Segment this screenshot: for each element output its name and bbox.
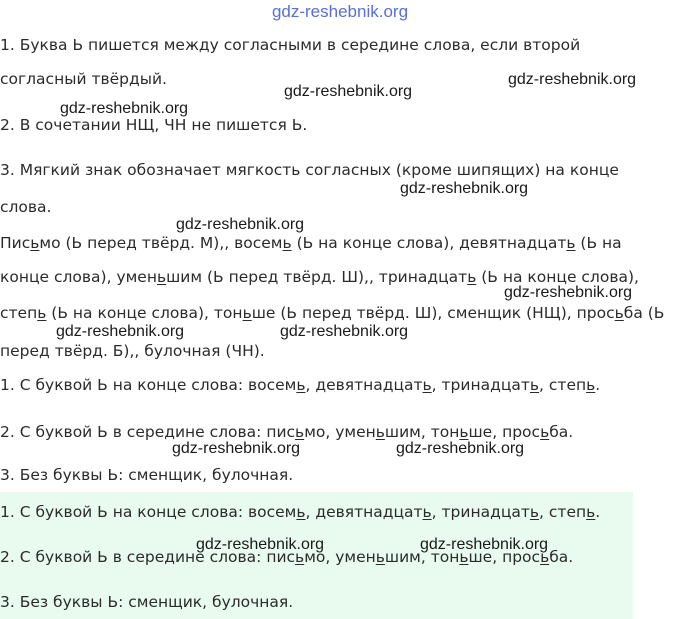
answer-group-2: 2. С буквой Ь в середине слова: письмо, уменьшим, тоньше, просьба. (0, 548, 574, 566)
soft-sign-underlined: ь (422, 376, 432, 394)
soft-sign-underlined: ь (467, 268, 477, 286)
soft-sign-underlined: ь (422, 503, 432, 521)
soft-sign-underlined: ь (242, 304, 252, 322)
rule-3-line-1: 3. Мягкий знак обозначает мягкость согласных (кроме шипящих) на конце (0, 161, 619, 179)
soft-sign-underlined: ь (459, 423, 469, 441)
answer-group-1: 1. С буквой Ь на конце слова: восемь, девятнадцать, тринадцать, степь. (0, 503, 601, 521)
soft-sign-underlined: ь (540, 423, 550, 441)
group-3-none: 3. Без буквы Ь: сменщик, булочная. (0, 466, 294, 484)
soft-sign-underlined: ь (614, 304, 624, 322)
examples-line-2: конце слова), уменьшим (Ь перед твёрд. Ш),, тринадцать (Ь на конце слова), (0, 268, 639, 286)
watermark: gdz-reshebnik.org (508, 71, 637, 88)
rule-2: 2. В сочетании НЩ, ЧН не пишется Ь. (0, 116, 308, 134)
answer-group-3: 3. Без буквы Ь: сменщик, булочная. (0, 593, 294, 611)
watermark: gdz-reshebnik.org (56, 323, 185, 340)
soft-sign-underlined: ь (529, 376, 540, 394)
group-1-ending: 1. С буквой Ь на конце слова: восемь, девятнадцать, тринадцать, степь. (0, 376, 601, 394)
soft-sign-underlined: ь (295, 423, 305, 441)
soft-sign-underlined: ь (586, 376, 596, 394)
examples-line-1: Письмо (Ь перед твёрд. М),, восемь (Ь на конце слова), девятнадцать (Ь на (0, 234, 622, 252)
watermark: gdz-reshebnik.org (284, 83, 413, 100)
rule-1-line-1: 1. Буква Ь пишется между согласными в середине слова, если второй (0, 36, 581, 54)
soft-sign-underlined: ь (30, 234, 40, 252)
watermark: gdz-reshebnik.org (196, 536, 325, 553)
rule-3-line-2: слова. (0, 198, 52, 216)
soft-sign-underlined: ь (282, 234, 292, 252)
soft-sign-underlined: ь (375, 548, 385, 566)
soft-sign-underlined: ь (459, 548, 469, 566)
soft-sign-underlined: ь (540, 548, 550, 566)
soft-sign-underlined: ь (375, 423, 385, 441)
watermark: gdz-reshebnik.org (176, 216, 305, 233)
soft-sign-underlined: ь (586, 503, 596, 521)
group-2-middle: 2. С буквой Ь в середине слова: письмо, уменьшим, тоньше, просьба. (0, 423, 574, 441)
examples-line-4: перед твёрд. Б),, булочная (ЧН). (0, 342, 265, 360)
watermark: gdz-reshebnik.org (400, 180, 529, 197)
soft-sign-underlined: ь (296, 376, 306, 394)
watermark: gdz-reshebnik.org (504, 284, 633, 301)
rule-1-line-2: согласный твёрдый. (0, 70, 167, 88)
examples-line-3: степь (Ь на конце слова), тоньше (Ь перед твёрд. Ш), сменщик (НЩ), просьба (Ь (0, 304, 665, 322)
soft-sign-underlined: ь (37, 304, 47, 322)
watermark: gdz-reshebnik.org (60, 100, 189, 117)
soft-sign-underlined: ь (566, 234, 576, 252)
soft-sign-underlined: ь (529, 503, 540, 521)
soft-sign-underlined: ь (296, 503, 306, 521)
watermark: gdz-reshebnik.org (280, 323, 409, 340)
site-watermark-top: gdz-reshebnik.org (271, 2, 409, 21)
soft-sign-underlined: ь (156, 268, 167, 286)
soft-sign-underlined: ь (295, 548, 305, 566)
watermark: gdz-reshebnik.org (172, 440, 301, 457)
watermark: gdz-reshebnik.org (396, 440, 525, 457)
watermark: gdz-reshebnik.org (420, 536, 549, 553)
